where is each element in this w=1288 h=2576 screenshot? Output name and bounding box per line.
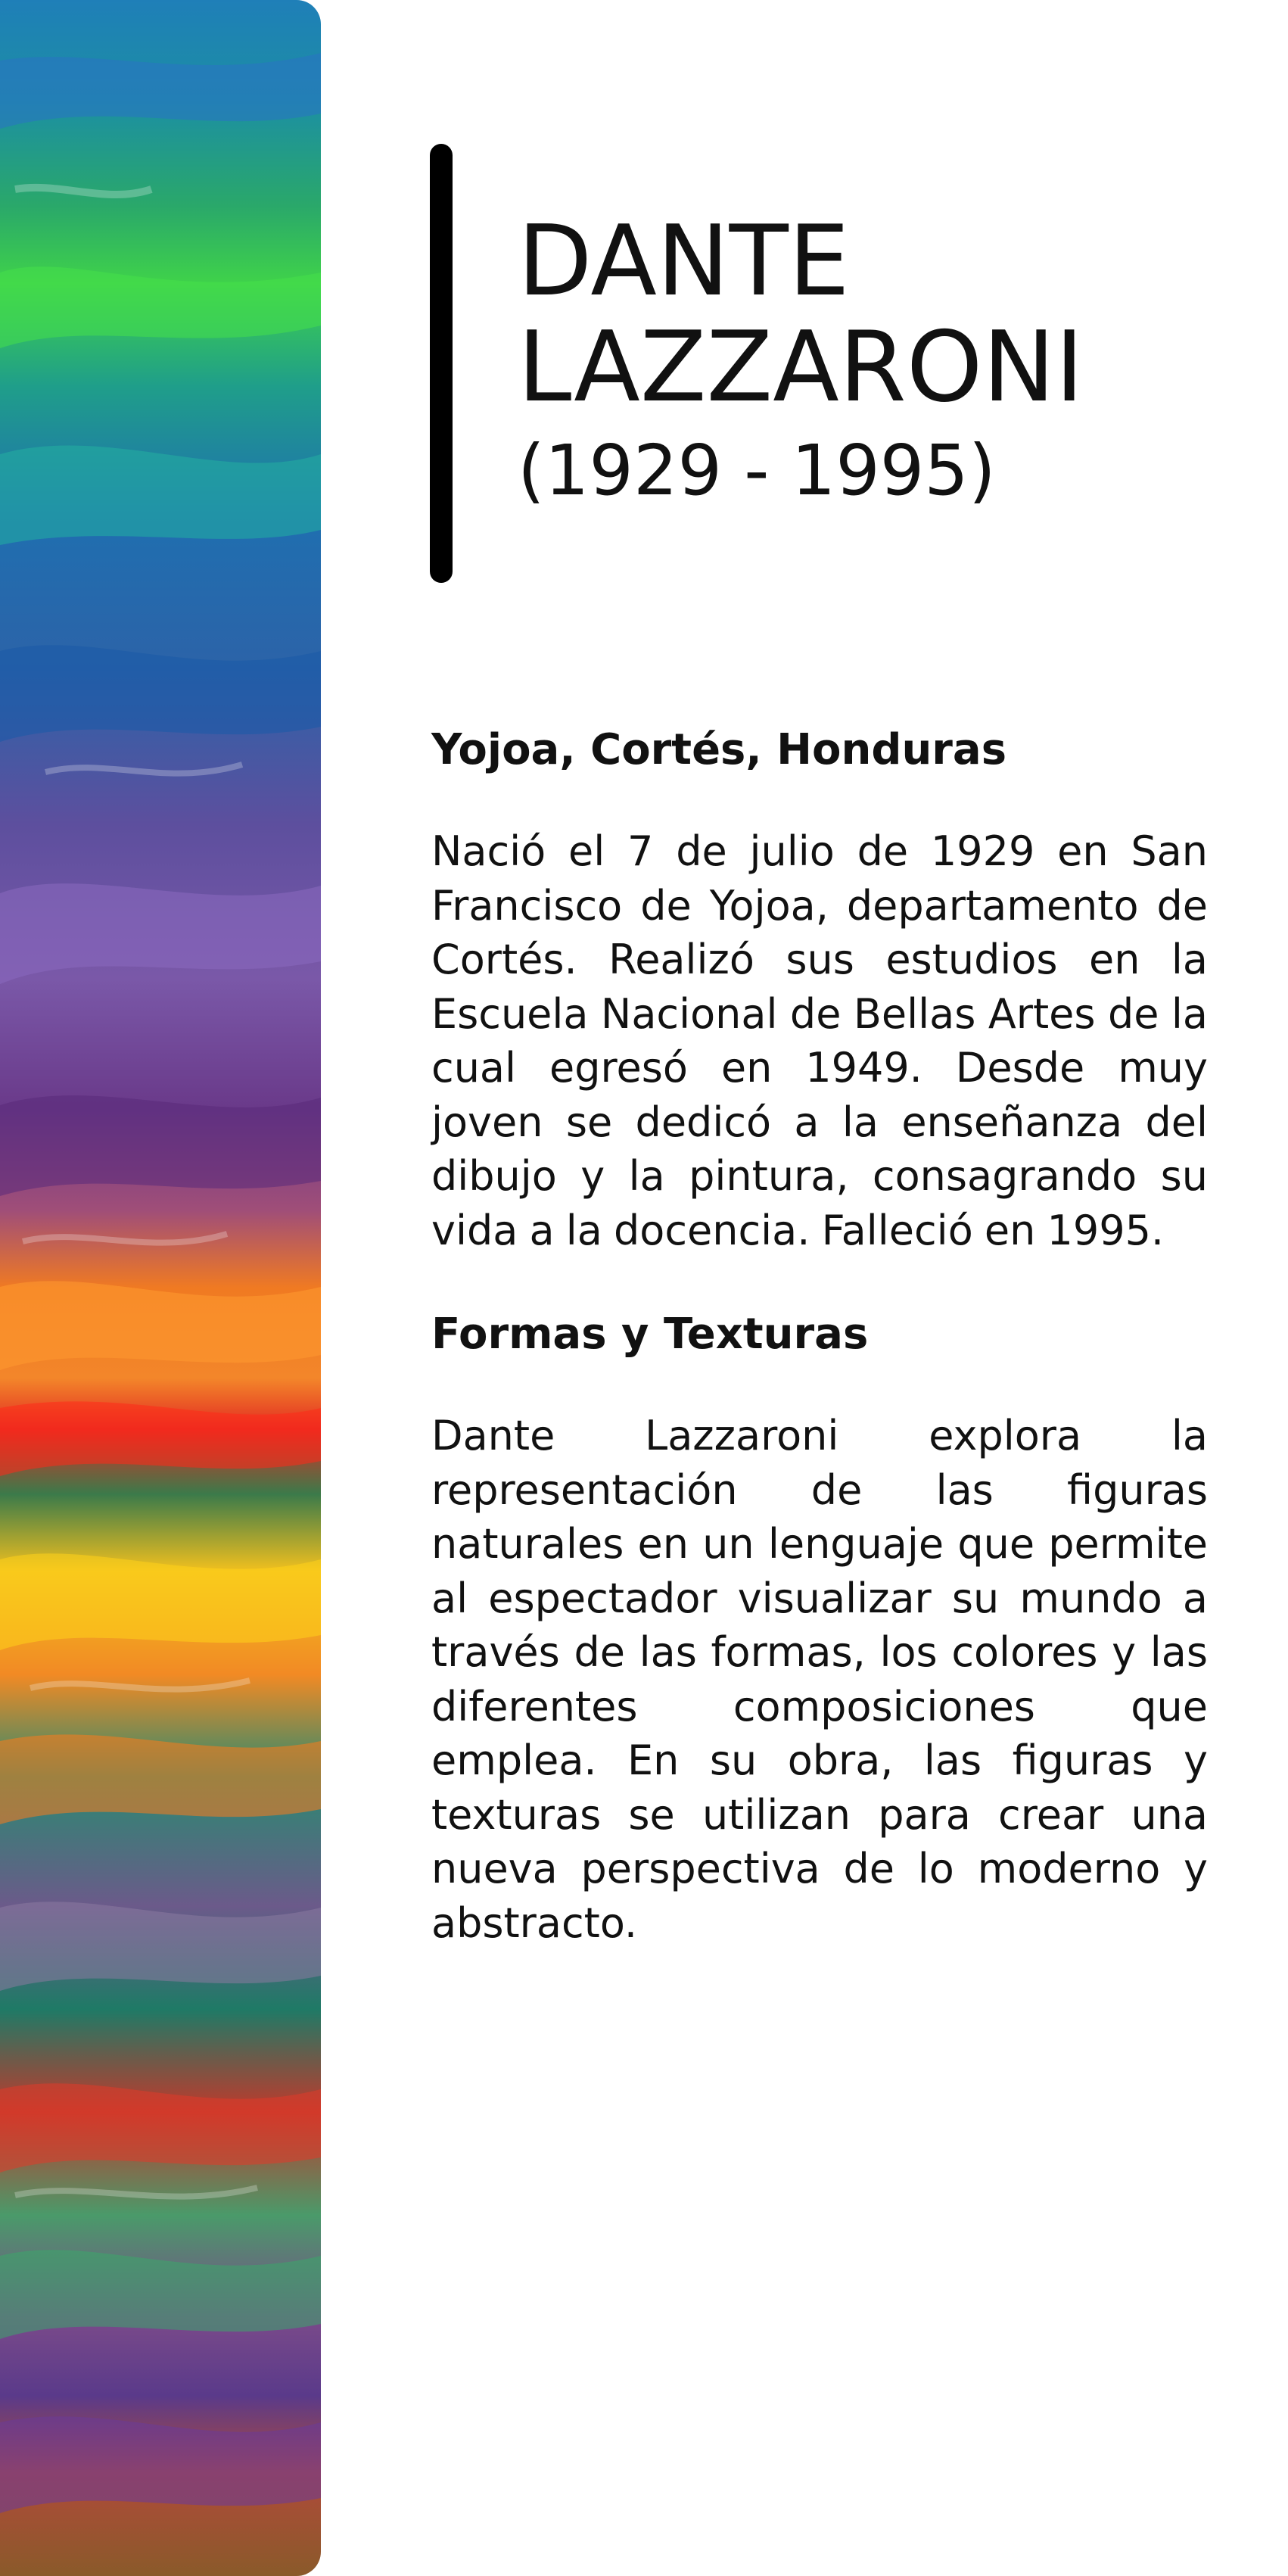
section-body-forms: Dante Lazzaroni explora la representación de las figuras naturales en un lenguaje que permite al espectador visualizar su mundo a través de las formas, los colores y las diferentes composiciones que emplea. En su obra, las figuras y texturas se utilizan para crear una nueva perspectiva de lo moderno y abstracto.	[431, 1412, 1208, 1947]
biography-content	[431, 723, 1208, 2000]
title-accent-bar	[430, 144, 453, 583]
section-heading-origin: Yojoa, Cortés, Honduras	[431, 725, 1007, 774]
section-heading-forms: Formas y Texturas	[431, 1310, 869, 1359]
section-body-biography: Nació el 7 de julio de 1929 en San Francisco de Yojoa, departamento de Cortés. Realizó sus estudios en la Escuela Nacional de Bellas Artes de la cual egresó en 1949. Desde muy joven se dedicó a la enseñanza del dibujo y la pintura, consagrando su vida a la docencia. Falleció en 1995.	[431, 827, 1208, 1254]
artist-last-name: LAZZARONI	[518, 311, 1084, 424]
artist-first-name: DANTE	[518, 205, 850, 318]
painting-strip	[0, 0, 321, 2576]
artist-title	[518, 205, 1244, 516]
artist-dates: (1929 - 1995)	[518, 430, 996, 511]
